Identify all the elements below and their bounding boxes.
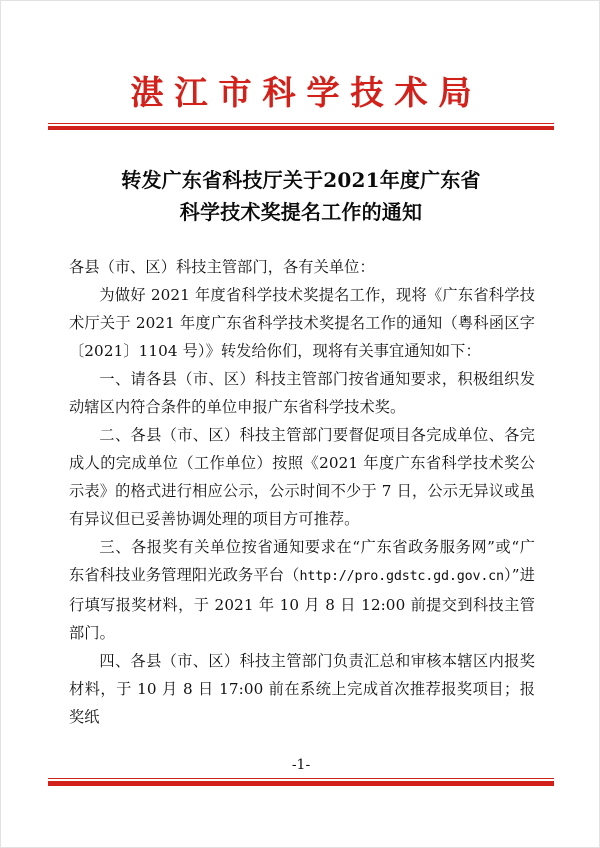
masthead	[1, 1, 600, 113]
document-title	[69, 164, 533, 228]
body-paragraph-intro: 为做好 2021 年度省科学技术奖提名工作，现将《广东省科学技术厅关于 2021 年度广东省科学技术奖提名工作的通知（粤科函区字〔2021〕1104 号）》转发给你们，现将有关事宜通知如下：	[69, 286, 535, 360]
issuing-organization-title: 湛江市科学技术局	[130, 73, 483, 112]
body-paragraph-item-3	[69, 533, 535, 647]
salutation: 各县（市、区）科技主管部门，各有关单位：	[69, 258, 375, 276]
item-3-prefix-text: 三、各报奖有关单位按省通知要求在“广东省政务服务网”或“广东省科技业务管理阳光政务平台（	[69, 538, 535, 584]
document-title-line-1: 转发广东省科技厅关于2021年度广东省	[121, 168, 481, 192]
document-body	[69, 253, 535, 731]
body-paragraph-item-4: 四、各县（市、区）科技主管部门负责汇总和审核本辖区内报奖材料，于 10 月 8 日 17:00 前在系统上完成首次推荐报奖项目；报奖纸	[69, 652, 535, 726]
header-double-rule	[48, 123, 554, 130]
item-3-suffix-text: ）”进行填写报奖材料，于 2021 年 10 月 8 日 12:00 前提交到科技主管部门。	[69, 566, 535, 642]
platform-url: http://pro.gdstc.gd.gov.cn	[299, 569, 504, 584]
document-title-line-2: 科学技术奖提名工作的通知	[179, 200, 423, 224]
page-number: -1-	[291, 757, 311, 773]
footer-double-rule	[48, 778, 554, 786]
body-paragraph-item-2: 二、各县（市、区）科技主管部门要督促项目各完成单位、各完成人的完成单位（工作单位）按照《2021 年度广东省科学技术奖公示表》的格式进行相应公示，公示时间不少于 7 日，公示无异议或虽有异议但已妥善协调处理的项目方可推荐。	[69, 426, 535, 528]
header-rule-thick-line	[48, 126, 554, 130]
body-paragraph-item-1: 一、请各县（市、区）科技主管部门按省通知要求，积极组织发动辖区内符合条件的单位申报广东省科学技术奖。	[69, 370, 535, 416]
footer-rule-thick-line	[48, 781, 554, 786]
